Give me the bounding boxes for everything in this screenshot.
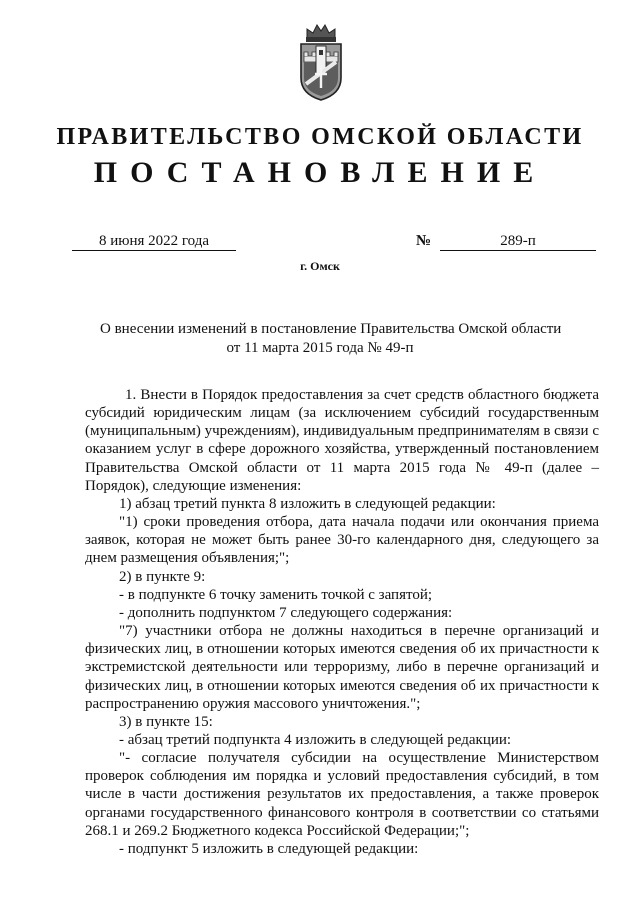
government-name: ПРАВИТЕЛЬСТВО ОМСКОЙ ОБЛАСТИ [56,124,584,150]
paragraph-8: 3) в пункте 15: [119,713,213,730]
paragraph-9: - абзац третий подпункта 4 изложить в следующей редакции: [119,731,512,748]
number-sign: № [416,233,432,249]
paragraph-3: "1) сроки проведения отбора, дата начала подачи или окончания приема заявок, которая не может быть ранее 30-го календарного дня, следующего за днем размещения объявления;"; [85,514,599,567]
omsk-coat-of-arms-icon [293,22,349,102]
document-date: 8 июня 2022 года [72,232,236,251]
paragraph-5: - в подпункте 6 точку заменить точкой с запятой; [119,586,433,603]
paragraph-1: 1. Внести в Порядок предоставления за счет средств областного бюджета субсидий юридическим лицам (за исключением субсидий государственным (муниципальным) учреждениям), индивидуальным предпринимателям в связи с оказанием услуг в сфере дорожного хозяйства, утвержденный постановлением Правительства Омской области от 11 марта 2015 года № 49-п (далее – Порядок), следующие изменения: [85,387,599,494]
document-body [85,386,599,858]
heading-line-2: от 11 марта 2015 года № 49-п [226,340,414,356]
paragraph-4: 2) в пункте 9: [119,568,206,585]
document-heading [100,320,562,358]
heading-line-1: О внесении изменений в постановление Правительства Омской области [100,321,562,337]
paragraph-10: "- согласие получателя субсидии на осуществление Министерством проверок соблюдения им порядка и условий предоставления субсидий, в том числе в части достижения результатов их предоставления, а также проверок органами государственного финансового контроля в соответствии со статьями 268.1 и 269.2 Бюджетного кодекса Российской Федерации;"; [85,750,599,839]
paragraph-2: 1) абзац третий пункта 8 изложить в следующей редакции: [119,495,496,512]
paragraph-7: "7) участники отбора не должны находиться в перечне организаций и физических лиц, в отношении которых имеются сведения об их причастности к экстремистской деятельности или терроризму, либо в перечне организаций и физических лиц, в отношении которых имеются сведения об их причастности к распространению оружия массового уничтожения."; [85,623,599,712]
paragraph-6: - дополнить подпунктом 7 следующего содержания: [119,604,453,621]
paragraph-11: - подпункт 5 изложить в следующей редакции: [119,840,419,857]
document-number: 289-п [440,232,596,251]
city: г. Омск [300,259,340,273]
document-type: ПОСТАНОВЛЕНИЕ [93,156,547,189]
